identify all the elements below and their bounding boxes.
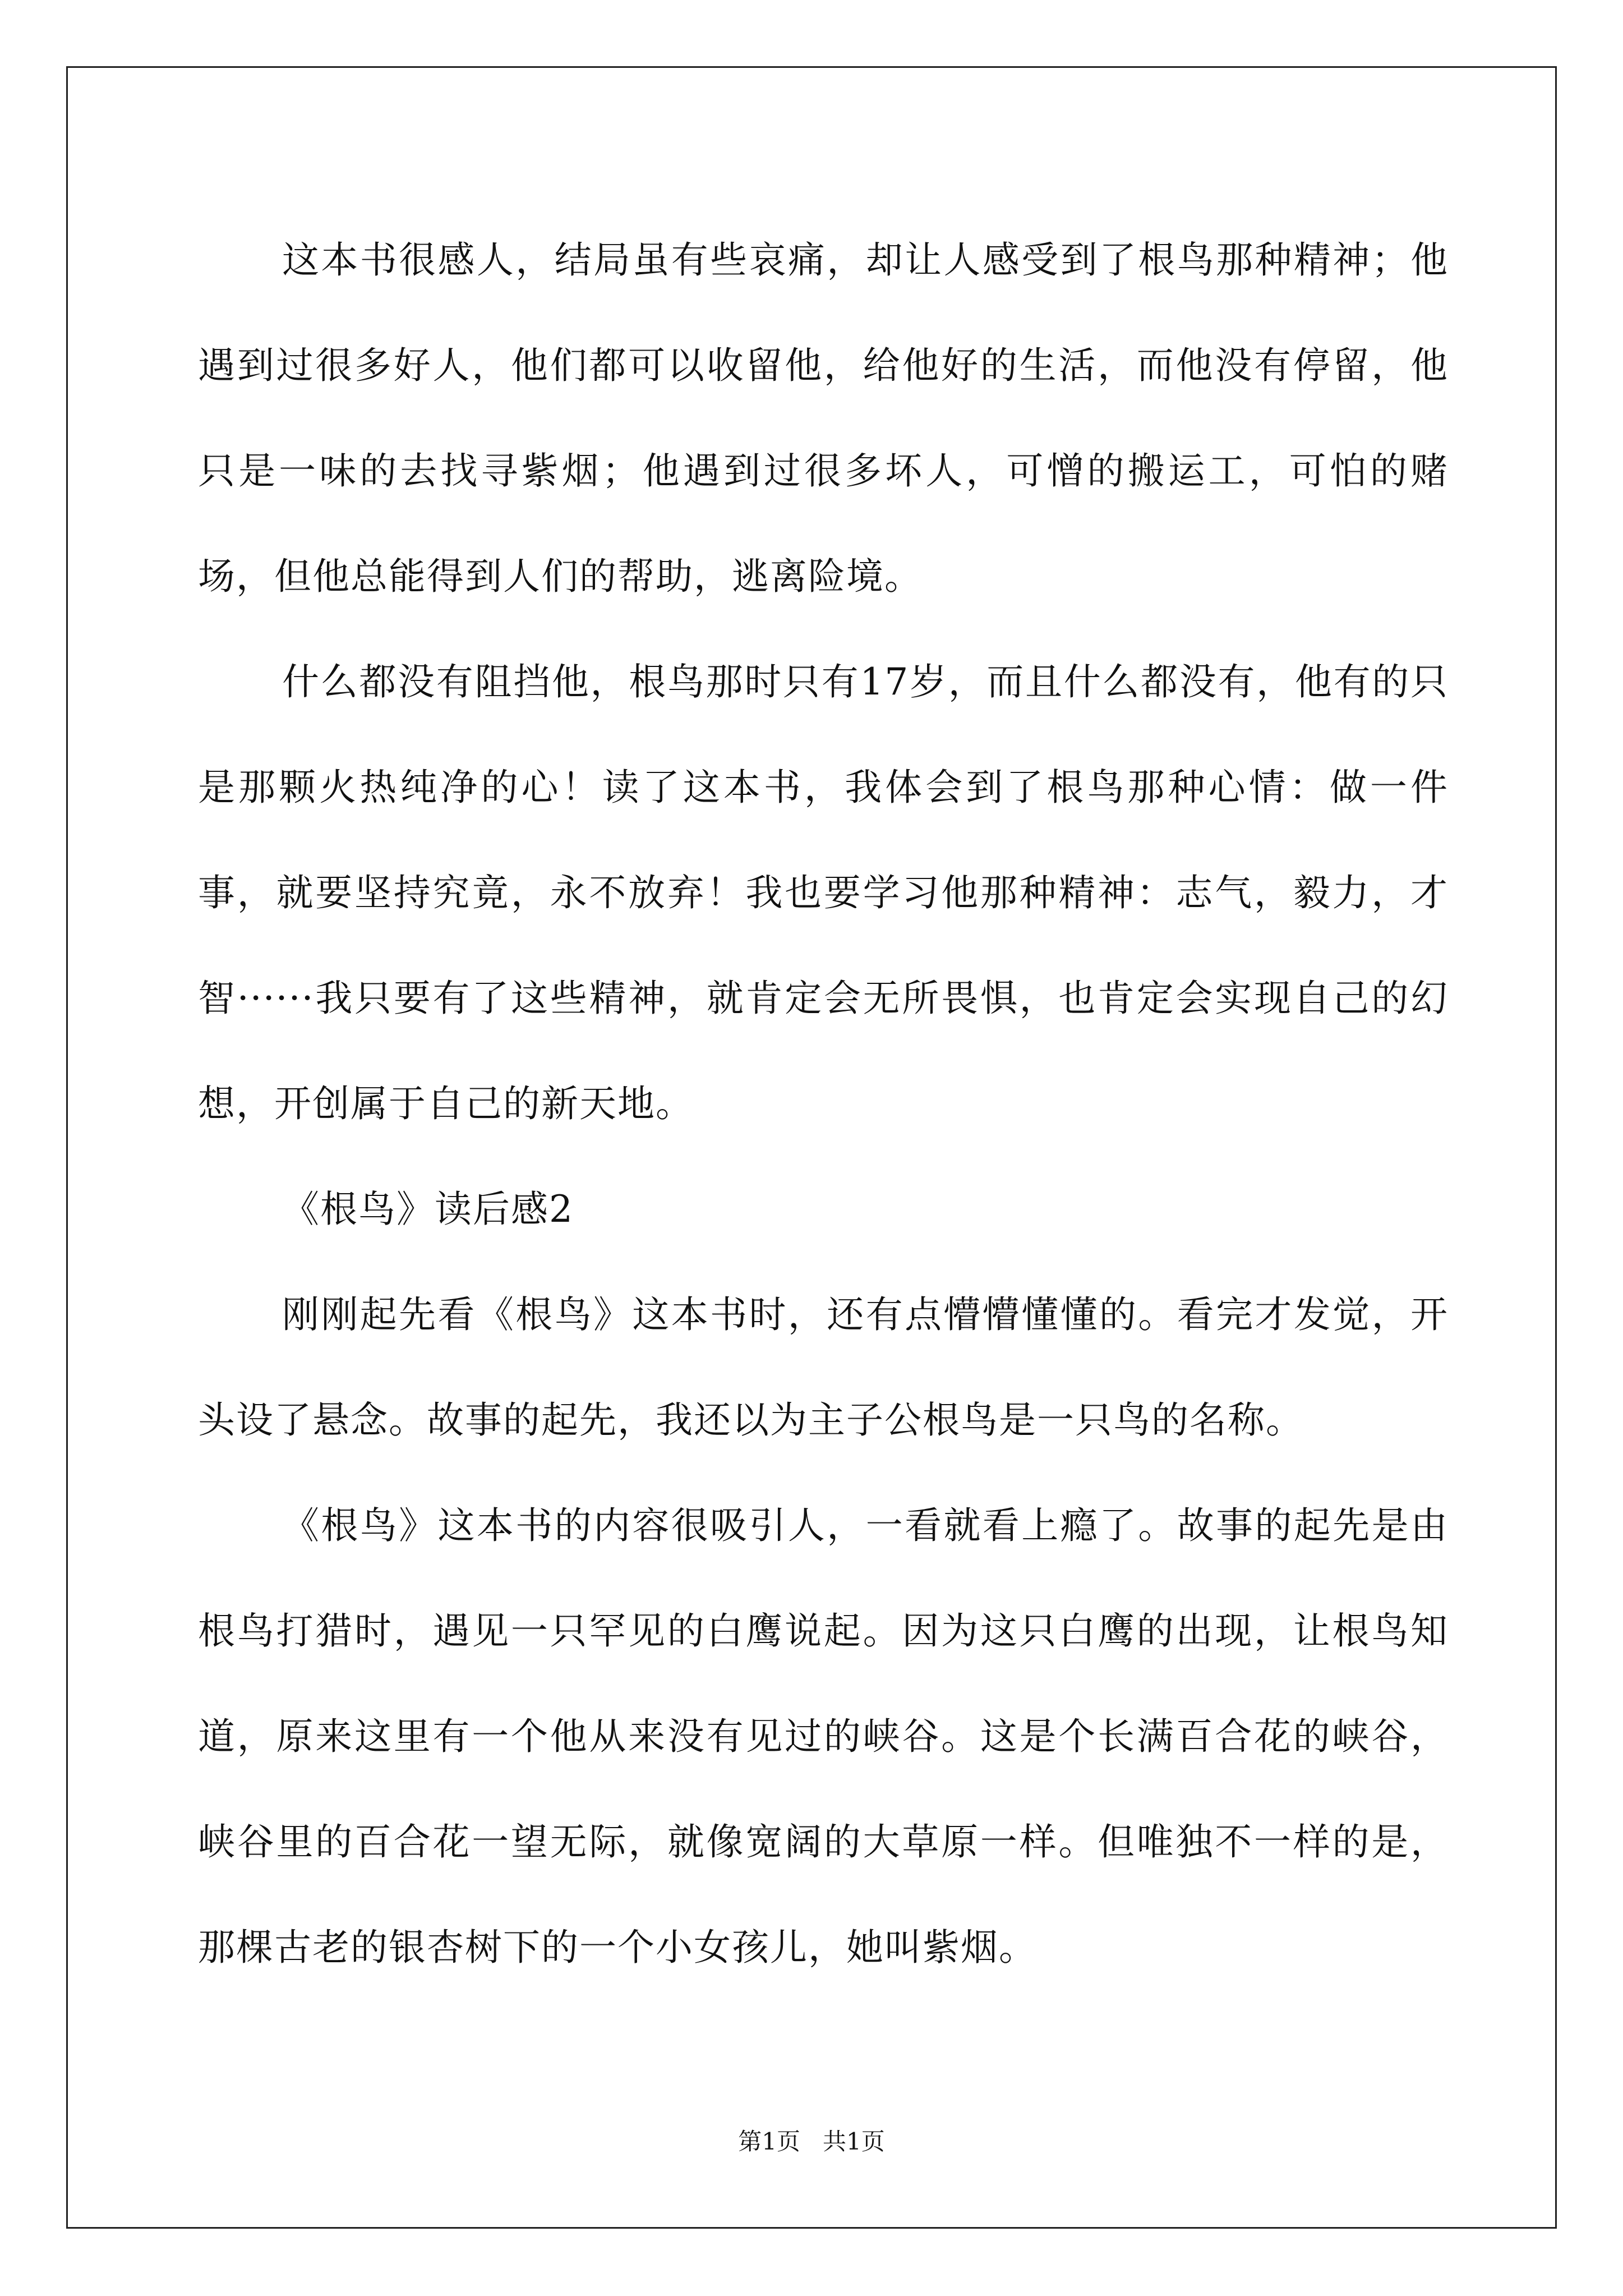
paragraph: 刚刚起先看《根鸟》这本书时，还有点懵懵懂懂的。看完才发觉，开头设了悬念。故事的起先，我还以为主子公根鸟是一只鸟的名称。 — [198, 1293, 1449, 1442]
paragraph: 这本书很感人，结局虽有些哀痛，却让人感受到了根鸟那种精神；他遇到过很多好人，他们都可以收留他，给他好的生活，而他没有停留，他只是一味的去找寻紫烟；他遇到过很多坏人，可憎的搬运工，可怕的赌场，但他总能得到人们的帮助，逃离险境。 — [198, 238, 1449, 598]
document-body — [198, 208, 1449, 2000]
paragraph: 什么都没有阻挡他，根鸟那时只有17岁，而且什么都没有，他有的只是那颗火热纯净的心！读了这本书，我体会到了根鸟那种心情：做一件事，就要坚持究竟，永不放弃！我也要学习他那种精神：志气，毅力，才智······我只要有了这些精神，就肯定会无所畏惧，也肯定会实现自己的幻想，开创属于自己的新天地。 — [198, 660, 1449, 1125]
section-title: 《根鸟》读后感2 — [282, 1188, 574, 1231]
page-footer: 第1页 共1页 — [738, 2128, 885, 2155]
paragraph: 《根鸟》这本书的内容很吸引人，一看就看上瘾了。故事的起先是由根鸟打猎时，遇见一只罕见的白鹰说起。因为这只白鹰的出现，让根鸟知道，原来这里有一个他从来没有见过的峡谷。这是个长满百合花的峡谷，峡谷里的百合花一望无际，就像宽阔的大草原一样。但唯独不一样的是，那棵古老的银杏树下的一个小女孩儿，她叫紫烟。 — [198, 1504, 1449, 1969]
